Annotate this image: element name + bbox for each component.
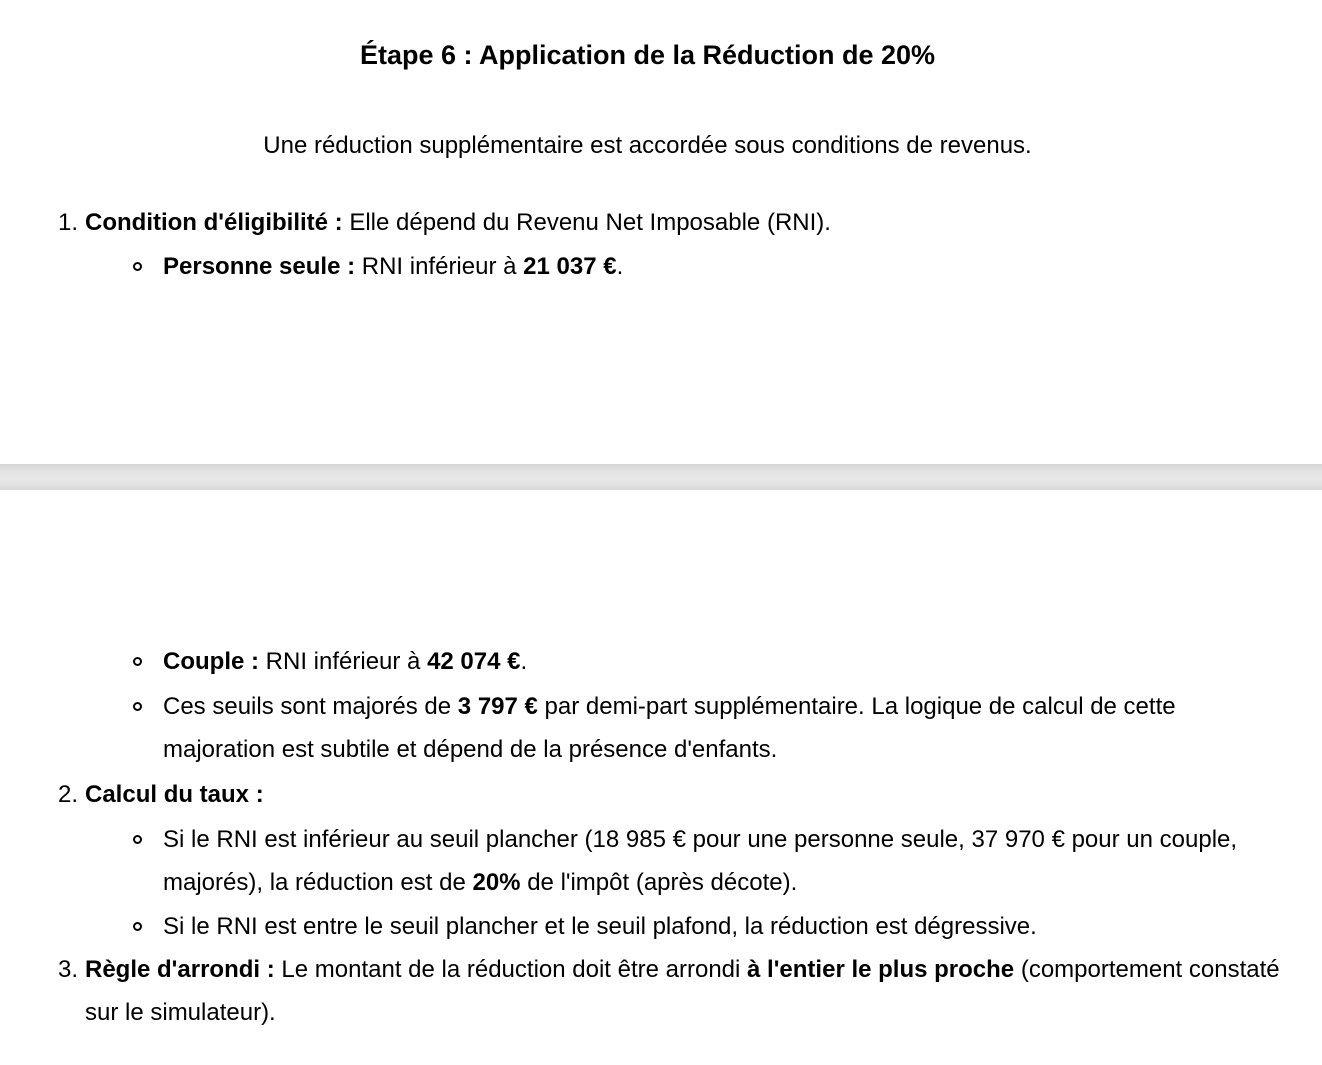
item-text: Si le RNI est entre le seuil plancher et le seuil plafond, la réduction est dégressive. [163, 913, 1037, 940]
item-label: Condition d'éligibilité : [85, 209, 343, 236]
list-marker-3: 3. [58, 956, 79, 983]
item-text: . [520, 648, 528, 675]
list-item-rate [0, 773, 1322, 816]
circle-bullet-icon [133, 657, 142, 666]
item-text: (comportement constaté [1014, 956, 1280, 983]
item-text: de l'impôt (après décote). [520, 869, 798, 896]
item-text: majorés), la réduction est de [163, 869, 473, 896]
item-label: Calcul du taux : [85, 781, 264, 808]
list-item-single-person [0, 245, 1322, 288]
page-title: Étape 6 : Application de la Réduction de 20% [359, 40, 936, 70]
item-text: RNI inférieur à [355, 253, 524, 280]
intro-paragraph: Une réduction supplémentaire est accordée sous conditions de revenus. [263, 132, 1032, 159]
list-item-rate-between [0, 905, 1322, 948]
list-marker-1: 1. [58, 209, 79, 236]
item-text: RNI inférieur à [259, 648, 428, 675]
amount-value: 21 037 € [523, 253, 617, 280]
list-item-eligibility [0, 201, 1322, 244]
list-item-rate-floor [0, 818, 1322, 904]
item-text: par demi-part supplémentaire. La logique de calcul de cette [537, 693, 1176, 720]
list-item-thresholds [0, 685, 1322, 771]
item-label: Couple : [163, 648, 259, 675]
list-item-rounding [0, 948, 1322, 1034]
emphasized-text: à l'entier le plus proche [747, 956, 1015, 983]
amount-value: 3 797 € [457, 693, 538, 720]
item-label: Règle d'arrondi : [85, 956, 275, 983]
item-text: Elle dépend du Revenu Net Imposable (RNI). [342, 209, 831, 236]
item-text: Ces seuils sont majorés de [163, 693, 458, 720]
list-marker-2: 2. [58, 781, 79, 808]
amount-value: 42 074 € [427, 648, 521, 675]
circle-bullet-icon [133, 702, 142, 711]
rate-value: 20% [472, 869, 521, 896]
circle-bullet-icon [133, 262, 142, 271]
item-label: Personne seule : [163, 253, 356, 280]
item-text: majoration est subtile et dépend de la présence d'enfants. [163, 736, 778, 763]
item-text: Le montant de la réduction doit être arrondi [274, 956, 748, 983]
item-text: Si le RNI est inférieur au seuil plancher (18 985 € pour une personne seule, 37 970 € pour un couple, [163, 826, 1238, 853]
page-break-gap [0, 464, 1322, 490]
item-text: . [616, 253, 624, 280]
circle-bullet-icon [133, 835, 142, 844]
circle-bullet-icon [133, 922, 142, 931]
item-text: sur le simulateur). [85, 999, 276, 1026]
list-item-couple [0, 640, 1322, 683]
